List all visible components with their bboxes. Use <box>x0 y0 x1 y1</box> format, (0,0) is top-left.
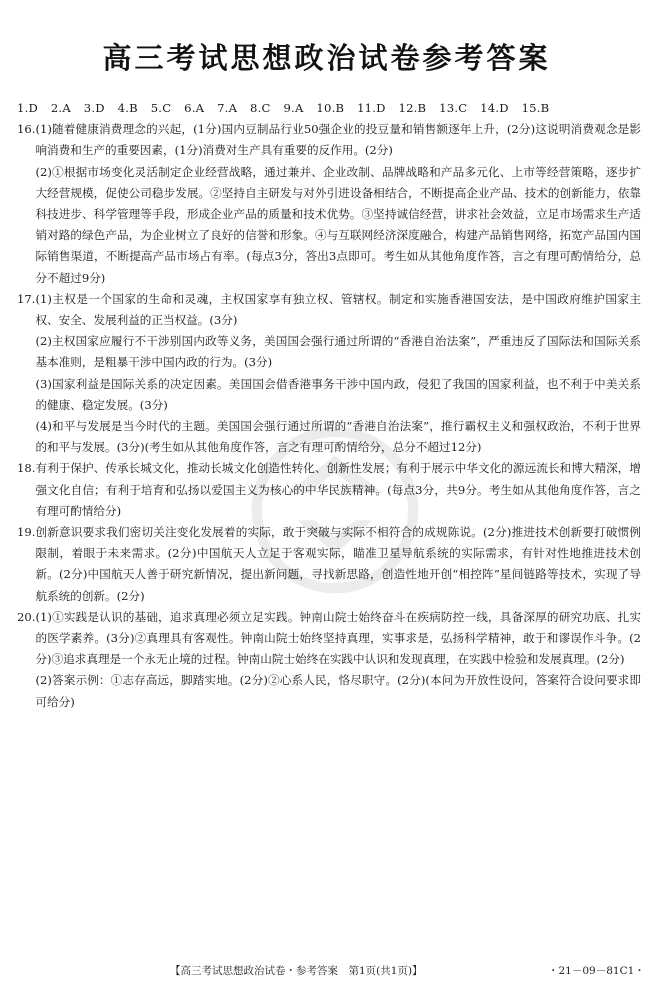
question-20 <box>17 607 641 713</box>
footer-code: ・21－09－81C1・ <box>548 965 645 977</box>
mc-answer: 10.B <box>316 101 345 115</box>
question-number: 16. <box>17 122 36 137</box>
question-number: 20. <box>17 609 36 624</box>
mc-answer: 5.C <box>150 101 172 115</box>
answer-part: (3)国家利益是国际关系的决定因素。美国国会借香港事务干涉中国内政，侵犯了我国的国家利益，也不利于中美关系的健康、稳定发展。(3分) <box>35 376 641 412</box>
mc-answer: 9.A <box>283 101 304 115</box>
mc-answer: 8.C <box>250 101 271 115</box>
mc-answer: 6.A <box>184 101 205 115</box>
answer-part: (1)随着健康消费理念的兴起，(1分)国内豆制品行业50强企业的投豆量和销售额逐年上升，(2分)这说明消费观念是影响消费和生产的重要因素，(1分)消费对生产具有重要的反作用。(2分) <box>35 122 641 158</box>
mc-answer: 2.A <box>50 101 71 115</box>
answer-part: (1)①实践是认识的基础，追求真理必须立足实践。钟南山院士始终奋斗在疾病防控一线，具备深厚的研究功底、扎实的医学素养。(3分)②真理具有客观性。钟南山院士始终坚持真理，实事求是，弘扬科学精神，敢于和谬误作斗争。(2分)③追求真理是一个永无止境的过程。钟南山院士始终在实践中认识和发现真理，在实践中检验和发展真理。(2分) <box>35 609 641 667</box>
question-number: 18. <box>17 461 36 476</box>
mc-answer: 13.C <box>439 101 468 115</box>
footer-title: 【高三考试思想政治试卷・参考答案 第1页(共1页)】 <box>170 965 423 977</box>
mc-answer: 12.B <box>398 101 427 115</box>
mc-answer: 14.D <box>480 101 509 115</box>
mc-answer: 1.D <box>17 101 38 115</box>
mc-answer: 4.B <box>117 101 138 115</box>
mc-answer: 3.D <box>83 101 105 115</box>
answer-part: 有利于保护、传承长城文化，推动长城文化创造性转化、创新性发展；有利于展示中华文化的源远流长和博大精深，增强文化自信；有利于培育和弘扬以爱国主义为核心的中华民族精神。(每点3分，共9分。考生如从其他角度作答，言之有理可酌情给分) <box>35 461 641 518</box>
answer-part: 创新意识要求我们密切关注变化发展着的实际，敢于突破与实际不相符合的成规陈说。(2分)推进技术创新要打破惯例限制，着眼于未来需求。(2分)中国航天人立足于客观实际，瞄准卫星导航系统的实际需求，有针对性地推进技术创新。(2分)中国航天人善于研究新情况，提出新问题，寻找新思路，创造性地开创“相控阵”星间链路等技术，实现了导航系统的创新。(2分) <box>35 525 641 603</box>
answer-part: (2)主权国家应履行不干涉别国内政等义务，美国国会强行通过所谓的“香港自治法案”，严重违反了国际法和国际关系基本准则，是粗暴干涉中国内政的行为。(3分) <box>35 334 641 370</box>
question-18 <box>17 458 641 522</box>
question-19 <box>17 522 641 607</box>
mc-answer: 15.B <box>521 101 550 115</box>
question-number: 17. <box>17 291 36 306</box>
mc-answer: 7.A <box>217 101 238 115</box>
answer-part: (2)答案示例：①志存高远，脚踏实地。(2分)②心系人民，恪尽职守。(2分)(本问为开放性设问，答案符合设问要求即可给分) <box>35 673 641 709</box>
answer-content <box>17 98 641 713</box>
question-16 <box>17 119 641 289</box>
mc-answer: 11.D <box>357 101 386 115</box>
answer-part: (4)和平与发展是当今时代的主题。美国国会强行通过所谓的“香港自治法案”，推行霸权主义和强权政治，不利于世界的和平与发展。(3分)(考生如从其他角度作答，言之有理可酌情给分，总分不超过12分) <box>35 419 641 455</box>
question-number: 19. <box>17 525 36 540</box>
answer-part: (1)主权是一个国家的生命和灵魂，主权国家享有独立权、管辖权。制定和实施香港国安法，是中国政府维护国家主权、安全、发展利益的正当权益。(3分) <box>35 291 641 328</box>
question-17 <box>17 289 641 459</box>
page-title: 高三考试思想政治试卷参考答案 <box>102 41 551 75</box>
multiple-choice-answers <box>17 98 641 119</box>
page-footer <box>0 963 653 981</box>
answer-part: (2)①根据市场变化灵活制定企业经营战略，通过兼并、企业改制、品牌战略和产品多元化、上市等经营策略，逐步扩大经营规模，促使公司稳步发展。②坚持自主研发与对外引进设备相结合，不断提高企业产品、技术的创新能力，依靠科技进步、科学管理等手段，形成企业产品的质量和技术优势。③坚持诚信经营，讲求社会效益，立足市场需求生产适销对路的绿色产品，为企业树立了良好的信誉和形象。④与互联网经济深度融合，构建产品销售网络，拓宽产品国内国际销售渠道，不断提高产品市场占有率。(每点3分，答出3点即可。考生如从其他角度作答，言之有理可酌情给分，总分不超过9分) <box>35 164 641 285</box>
